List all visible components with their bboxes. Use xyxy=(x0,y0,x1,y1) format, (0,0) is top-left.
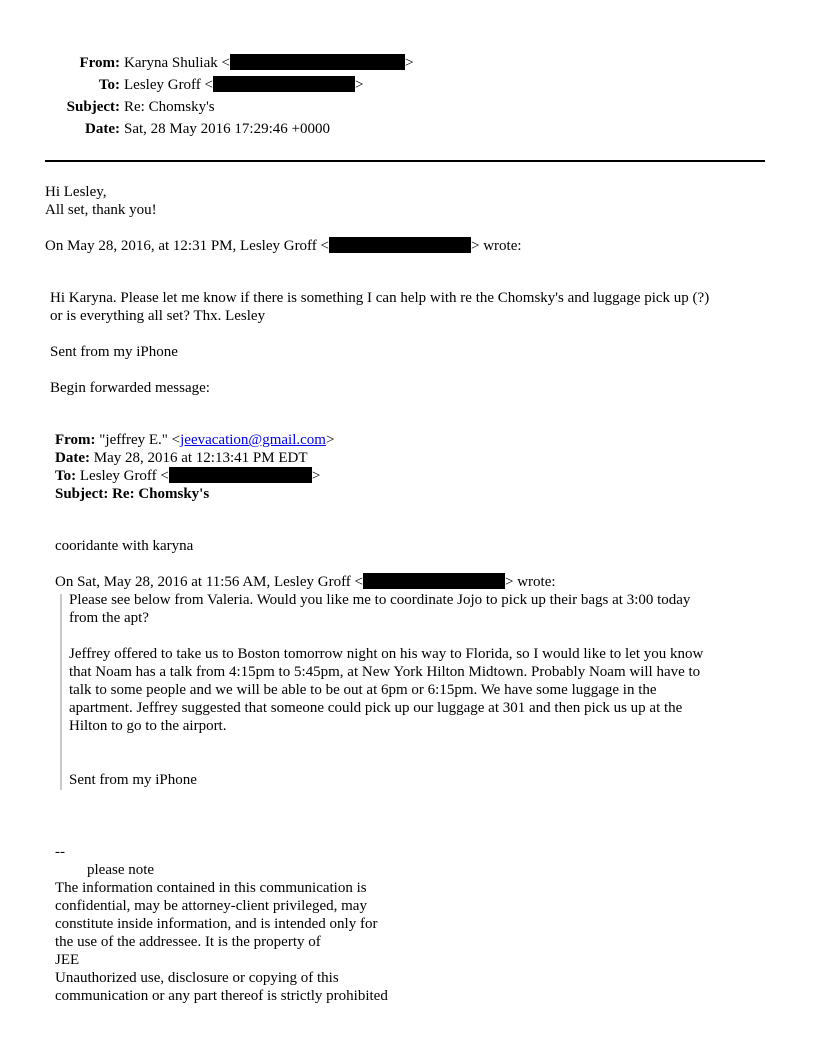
body-line: All set, thank you! xyxy=(45,202,157,218)
please-note: please note xyxy=(87,862,155,878)
fwd-date-label: Date: xyxy=(55,450,90,466)
fwd-from-end: > xyxy=(325,432,335,448)
disclaimer-line: constitute inside information, and is intended only for xyxy=(55,916,378,932)
quote-intro xyxy=(45,237,522,255)
quote-intro-text: On Sat, May 28, 2016 at 11:56 AM, Lesley Groff < xyxy=(55,574,364,590)
subject-value: Re: Chomsky's xyxy=(124,99,215,115)
fwd-subject xyxy=(55,485,209,503)
redaction-box xyxy=(363,573,505,589)
lesley-message-line: or is everything all set? Thx. Lesley xyxy=(50,308,266,324)
jeffrey-message: cooridante with karyna xyxy=(55,538,194,554)
to-value xyxy=(124,74,363,96)
fwd-from-label: From: xyxy=(55,432,96,448)
from-name: Karyna Shuliak < xyxy=(124,55,230,71)
disclaimer-line: communication or any part thereof is strictly prohibited xyxy=(55,988,388,1004)
sent-from-iphone: Sent from my iPhone xyxy=(50,344,178,360)
sent-from-iphone: Sent from my iPhone xyxy=(69,772,197,788)
fwd-to xyxy=(55,467,320,485)
header-divider xyxy=(45,160,765,162)
fwd-email-link[interactable]: jeevacation@gmail.com xyxy=(180,432,326,448)
quoted-line: Jeffrey offered to take us to Boston tomorrow night on his way to Florida, so I would like to let you know xyxy=(69,646,704,662)
quoted-line: from the apt? xyxy=(69,610,149,626)
quoted-line: Hilton to go to the airport. xyxy=(69,718,227,734)
from-end: > xyxy=(404,55,414,71)
disclaimer-line: JEE xyxy=(55,952,80,968)
fwd-subject-value: Re: Chomsky's xyxy=(112,486,210,502)
redaction-box xyxy=(169,467,312,483)
fwd-date-value: May 28, 2016 at 12:13:41 PM EDT xyxy=(93,450,308,466)
fwd-from xyxy=(55,431,334,449)
from-label: From: xyxy=(79,55,120,71)
to-end: > xyxy=(355,77,364,93)
date-value: Sat, 28 May 2016 17:29:46 +0000 xyxy=(124,121,330,137)
fwd-subject-label: Subject: xyxy=(55,486,109,502)
quote-intro-text: On May 28, 2016, at 12:31 PM, Lesley Groff < xyxy=(45,238,329,254)
redaction-box xyxy=(213,76,355,92)
quoted-line: Please see below from Valeria. Would you like me to coordinate Jojo to pick up their bags at 3:00 today xyxy=(69,592,691,608)
disclaimer-line: Unauthorized use, disclosure or copying of this xyxy=(55,970,339,986)
begin-forwarded: Begin forwarded message: xyxy=(50,380,210,396)
fwd-from-name: "jeffrey E." < xyxy=(99,432,181,448)
quoted-line: talk to some people and we will be able to be out at 6pm or 6:15pm. We have some luggage in the xyxy=(69,682,657,698)
to-label: To: xyxy=(98,77,120,93)
disclaimer-line: confidential, may be attorney-client privileged, may xyxy=(55,898,367,914)
quoted-line: that Noam has a talk from 4:15pm to 5:45pm, at New York Hilton Midtown. Probably Noam will have to xyxy=(69,664,701,680)
date-label: Date: xyxy=(85,121,120,137)
quote-bar xyxy=(60,594,62,790)
quoted-line: apartment. Jeffrey suggested that someone could pick up our luggage at 301 and then pick us up at the xyxy=(69,700,683,716)
redaction-box xyxy=(329,237,471,253)
disclaimer-line: The information contained in this communication is xyxy=(55,880,367,896)
fwd-to-label: To: xyxy=(55,468,77,484)
signature-dashes: -- xyxy=(55,844,65,860)
fwd-to-name: Lesley Groff < xyxy=(79,468,169,484)
disclaimer-line: the use of the addressee. It is the property of xyxy=(55,934,321,950)
to-name: Lesley Groff < xyxy=(124,77,213,93)
quote-intro xyxy=(55,573,556,591)
quote-intro-end: > wrote: xyxy=(471,238,522,254)
fwd-date xyxy=(55,449,307,467)
subject-label: Subject: xyxy=(66,99,120,115)
lesley-message-line: Hi Karyna. Please let me know if there is something I can help with re the Chomsky's and luggage pick up (?) xyxy=(50,290,710,306)
greeting: Hi Lesley, xyxy=(45,184,107,200)
redaction-box xyxy=(230,54,405,70)
fwd-to-end: > xyxy=(311,468,321,484)
quote-intro-end: > wrote: xyxy=(505,574,556,590)
from-value xyxy=(124,52,413,74)
